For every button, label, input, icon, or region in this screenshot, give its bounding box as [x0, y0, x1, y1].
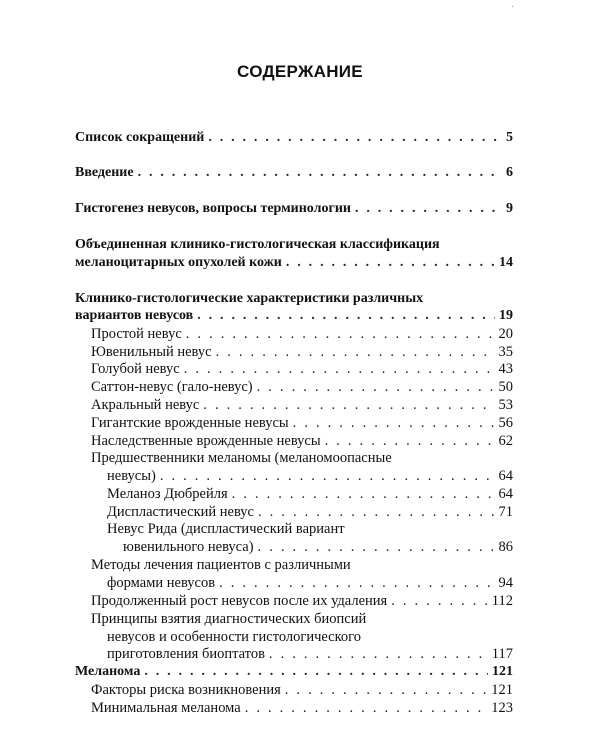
toc-entry-continued-growth[interactable]	[91, 592, 513, 610]
toc-entry-simple-nevus[interactable]	[91, 325, 513, 343]
toc-entry-title: Ювенильный невус	[91, 344, 212, 360]
toc-entry-title: Акральный невус	[91, 397, 200, 413]
toc-page-number: 121	[491, 682, 513, 698]
dot-leader	[144, 663, 488, 681]
dot-leader	[219, 574, 494, 592]
toc-page-number: 123	[491, 700, 513, 716]
toc-page-number: 53	[498, 397, 513, 413]
toc-page-number: 121	[492, 664, 513, 679]
toc-entry-title: Голубой невус	[91, 361, 180, 377]
toc-page-number: 35	[498, 344, 513, 360]
dot-leader	[355, 200, 502, 218]
toc-page-number: 64	[498, 468, 513, 484]
toc-entry-reed-nevus-line1: Невус Рида (диспластический вариант	[107, 521, 345, 537]
toc-entry-melanoma[interactable]	[75, 663, 513, 681]
toc-entry-precursors-line1: Предшественники меланомы (меланомоопасные	[91, 450, 392, 466]
toc-entry-title: Продолженный рост невусов после их удаления	[91, 593, 388, 609]
toc-entry-treatment[interactable]	[107, 574, 513, 592]
toc-entry-title: меланоцитарных опухолей кожи	[75, 255, 282, 270]
toc-entry-title: Гигантские врожденные невусы	[91, 415, 289, 431]
toc-entry-title: Гистогенез невусов, вопросы терминологии	[75, 201, 351, 216]
dot-leader	[203, 396, 494, 414]
toc-page-number: 5	[506, 130, 513, 145]
dot-leader	[258, 503, 495, 521]
toc-entry-characteristics[interactable]	[75, 307, 513, 325]
dot-leader	[197, 307, 495, 325]
toc-page-number: 71	[498, 504, 513, 520]
toc-entry-title: Саттон-невус (гало-невус)	[91, 379, 253, 395]
dot-leader	[245, 699, 488, 717]
dot-leader	[257, 378, 495, 396]
dot-leader	[293, 414, 495, 432]
toc-entry-title: Минимальная меланома	[91, 700, 241, 716]
toc-page-number: 56	[498, 415, 513, 431]
dot-leader	[285, 681, 487, 699]
toc-entry-abbreviations[interactable]	[75, 129, 513, 147]
toc-entry-characteristics-line1: Клинико-гистологические характеристики различных	[75, 291, 424, 306]
toc-entry-title: Введение	[75, 165, 134, 180]
toc-page-number: 50	[498, 379, 513, 395]
toc-entry-risk-factors[interactable]	[91, 681, 513, 699]
toc-page-number: 9	[506, 201, 513, 216]
toc-page-number: 64	[498, 486, 513, 502]
dot-leader	[391, 592, 488, 610]
toc-entry-title: Меланоз Дюбрейля	[107, 486, 228, 502]
toc-page-number: 19	[499, 308, 513, 323]
dot-leader	[325, 432, 495, 450]
toc-entry-blue-nevus[interactable]	[91, 360, 513, 378]
dot-leader	[286, 254, 495, 272]
toc-entry-title: Диспластический невус	[107, 504, 254, 520]
toc-entry-giant-nevi[interactable]	[91, 414, 513, 432]
toc-page-number: 117	[491, 646, 513, 662]
toc-entry-title: Наследственные врожденные невусы	[91, 433, 321, 449]
toc-entry-title: формами невусов	[107, 575, 216, 591]
dot-leader	[138, 164, 502, 182]
page-title: СОДЕРЖАНИЕ	[237, 62, 363, 81]
toc-page-number: 86	[498, 539, 513, 555]
toc-entry-juvenile-nevus[interactable]	[91, 343, 513, 361]
toc-entry-introduction[interactable]	[75, 164, 513, 182]
dot-leader	[186, 325, 495, 343]
toc-entry-title: ювенильного невуса)	[123, 539, 254, 555]
dot-leader	[208, 129, 502, 147]
dot-leader	[269, 645, 488, 663]
toc-entry-reed-nevus[interactable]	[123, 538, 513, 556]
dot-leader	[184, 360, 495, 378]
toc-page-number: 112	[491, 593, 513, 609]
dot-leader	[160, 467, 495, 485]
toc-page-number: 6	[506, 165, 513, 180]
toc-entry-title: приготовления биоптатов	[107, 646, 265, 662]
toc-entry-histogenesis[interactable]	[75, 200, 513, 218]
toc-entry-classification[interactable]	[75, 254, 513, 272]
toc-entry-title: Список сокращений	[75, 130, 205, 145]
toc-entry-title: Факторы риска возникновения	[91, 682, 281, 698]
dot-leader	[232, 485, 495, 503]
toc-entry-precursors[interactable]	[107, 467, 513, 485]
toc-entry-biopsy[interactable]	[107, 645, 513, 663]
toc-entry-minimal-melanoma[interactable]	[91, 699, 513, 717]
toc-entry-dysplastic-nevus[interactable]	[107, 503, 513, 521]
toc-page-number: 20	[498, 326, 513, 342]
toc-entry-title: невусы)	[107, 468, 156, 484]
toc-entry-biopsy-line2: невусов и особенности гистологического	[107, 629, 362, 645]
toc-entry-treatment-line1: Методы лечения пациентов с различными	[91, 557, 351, 573]
toc-entry-acral-nevus[interactable]	[91, 396, 513, 414]
dot-leader	[216, 343, 495, 361]
toc-page-number: 14	[499, 255, 513, 270]
dot-leader	[258, 538, 495, 556]
toc-entry-title: Меланома	[75, 664, 141, 679]
toc-page-number: 43	[498, 361, 513, 377]
toc-entry-biopsy-line1: Принципы взятия диагностических биопсий	[91, 611, 367, 627]
toc-entry-title: вариантов невусов	[75, 308, 194, 323]
toc-entry-dubreuilh-melanosis[interactable]	[107, 485, 513, 503]
toc-page-number: 62	[498, 433, 513, 449]
toc-entry-sutton-nevus[interactable]	[91, 378, 513, 396]
toc-entry-title: Простой невус	[91, 326, 182, 342]
toc-entry-hereditary-nevi[interactable]	[91, 432, 513, 450]
toc-entry-classification-line1: Объединенная клинико-гистологическая классификация	[75, 237, 440, 252]
toc-page-number: 94	[498, 575, 513, 591]
